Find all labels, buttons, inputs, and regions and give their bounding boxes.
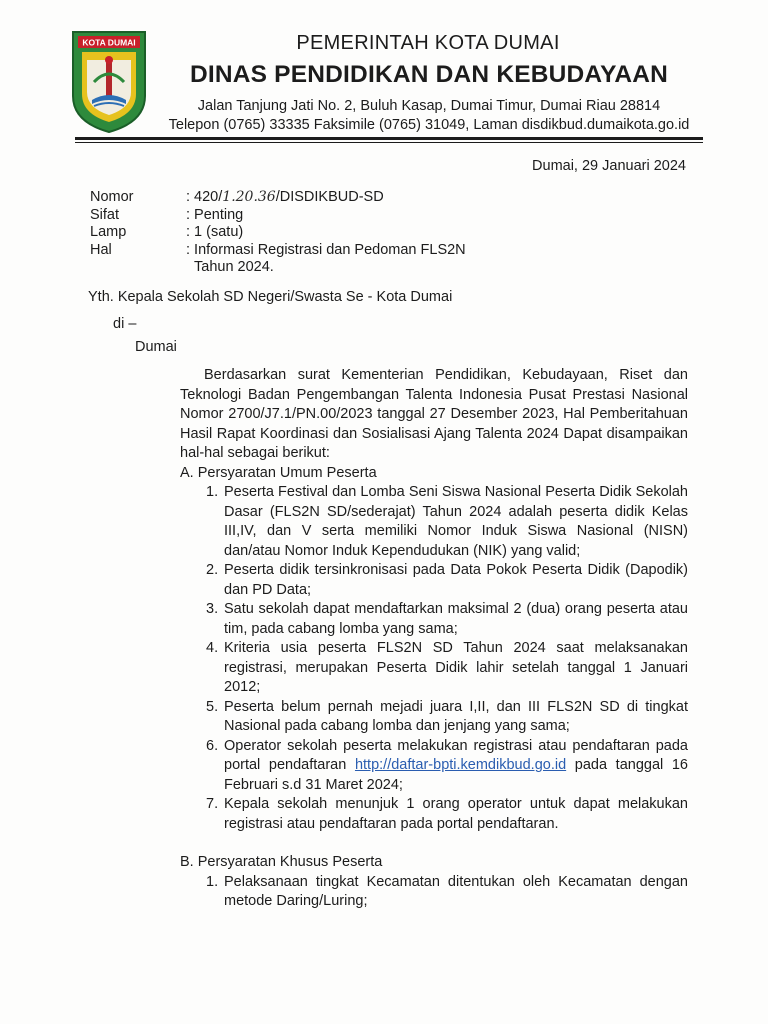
list-item-number: 1. — [206, 484, 219, 500]
logo-text: KOTA DUMAI — [82, 37, 136, 48]
letterhead-divider-thick — [75, 137, 703, 140]
list-item-text-after: pada tanggal 16 Februari s.d 31 Maret 2024; — [224, 757, 689, 793]
letter-body — [180, 366, 688, 912]
nomor-suffix: /DISDIKBUD-SD — [275, 189, 384, 205]
list-item — [180, 639, 688, 698]
nomor-label: Nomor — [90, 189, 134, 205]
city-emblem-logo — [70, 30, 148, 134]
registration-portal-link[interactable]: http://daftar-bpti.kemdikbud.go.id — [354, 757, 567, 773]
list-item-text: Operator sekolah peserta melakukan registrasi atau pendaftaran pada portal pendaftaran — [224, 737, 688, 773]
letter-meta — [90, 189, 526, 277]
hal-value-line-2: Tahun 2024. — [194, 259, 274, 275]
list-item-number: 1. — [206, 873, 219, 890]
recipient-line-3: Dumai — [135, 339, 177, 355]
list-item — [180, 600, 688, 639]
letterhead-divider-thin — [75, 142, 703, 143]
list-item — [180, 561, 688, 600]
government-name: PEMERINTAH KOTA DUMAI — [296, 32, 560, 54]
hal-label: Hal — [90, 241, 112, 258]
meta-row-hal — [90, 242, 526, 277]
section-b-title: B. Persyaratan Khusus Peserta — [180, 854, 383, 870]
list-item — [180, 873, 688, 912]
list-item-number: 3. — [206, 601, 219, 617]
letter-date: Dumai, 29 Januari 2024 — [532, 158, 686, 174]
meta-row-sifat — [90, 207, 526, 225]
meta-row-nomor — [90, 189, 526, 207]
recipient-line-1: Yth. Kepala Sekolah SD Negeri/Swasta Se - Kota Dumai — [88, 289, 453, 305]
section-a-title: A. Persyaratan Umum Peserta — [180, 464, 377, 481]
list-item-text: Peserta Festival dan Lomba Seni Siswa Nasional Peserta Didik Sekolah Dasar (FLS2N SD/sederajat) Tahun 2024 adalah peserta didik Kelas III,IV, dan V serta memiliki Nomor Induk Siswa Nasional (NISN) dan/atau Nomor Induk Kependudukan (NIK) yang valid; — [224, 484, 688, 559]
hal-value-line-1: : Informasi Registrasi dan Pedoman FLS2N — [186, 241, 466, 258]
address-line-2: Telepon (0765) 33335 Faksimile (0765) 31049, Laman disdikbud.dumaikota.go.id — [168, 116, 690, 133]
list-item-text: Satu sekolah dapat mendaftarkan maksimal 2 (dua) orang peserta atau tim, pada cabang lomba yang sama; — [224, 601, 688, 637]
list-item-text: Pelaksanaan tingkat Kecamatan ditentukan oleh Kecamatan dengan metode Daring/Luring; — [224, 873, 688, 909]
list-item — [180, 483, 688, 561]
list-item — [180, 737, 688, 796]
list-item-text: Kriteria usia peserta FLS2N SD Tahun 2024 saat melaksanakan registrasi, merupakan Peserta Didik lahir setelah tanggal 1 Januari 2012; — [224, 640, 688, 695]
department-name: DINAS PENDIDIKAN DAN KEBUDAYAAN — [189, 61, 669, 88]
list-item — [180, 698, 688, 737]
lamp-label: Lamp — [90, 224, 127, 240]
list-item-number: 2. — [206, 562, 219, 578]
nomor-prefix: : 420/ — [186, 189, 223, 205]
list-item-text: Peserta belum pernah mejadi juara I,II, dan III FLS2N SD di tingkat Nasional pada cabang lomba dan jenjang yang sama; — [224, 698, 688, 734]
meta-row-lamp — [90, 224, 526, 242]
section-b-list — [180, 873, 688, 912]
list-item-number: 4. — [206, 640, 219, 656]
list-item-number: 6. — [206, 737, 219, 754]
list-item — [180, 795, 688, 834]
list-item-text: Kepala sekolah menunjuk 1 orang operator untuk dapat melakukan registrasi atau pendaftaran pada portal pendaftaran. — [224, 796, 688, 832]
nomor-handwritten: 1.20.36 — [222, 189, 276, 205]
nomor-value — [186, 189, 526, 207]
intro-paragraph: Berdasarkan surat Kementerian Pendidikan, Kebudayaan, Riset dan Teknologi Badan Pengembangan Talenta Indonesia Pusat Prestasi Nasional Nomor 2700/J7.1/PN.00/2023 tanggal 27 Desember 2023, Hal Pemberitahuan Hasil Rapat Koordinasi dan Sosialisasi Ajang Talenta 2024 Dapat disampaikan hal-hal sebagai berikut: — [180, 367, 688, 461]
letterhead-address — [150, 97, 708, 134]
sifat-value: : Penting — [186, 206, 244, 223]
list-item-number: 7. — [206, 796, 219, 812]
section-a-list — [180, 483, 688, 834]
list-item-number: 5. — [206, 698, 219, 715]
address-line-1: Jalan Tanjung Jati No. 2, Buluh Kasap, Dumai Timur, Dumai Riau 28814 — [197, 98, 661, 114]
list-item-text: Peserta didik tersinkronisasi pada Data Pokok Peserta Didik (Dapodik) dan PD Data; — [224, 562, 688, 598]
lamp-value: : 1 (satu) — [186, 224, 244, 240]
sifat-label: Sifat — [90, 206, 120, 223]
recipient-line-2: di – — [113, 316, 137, 332]
hal-value — [186, 242, 526, 277]
